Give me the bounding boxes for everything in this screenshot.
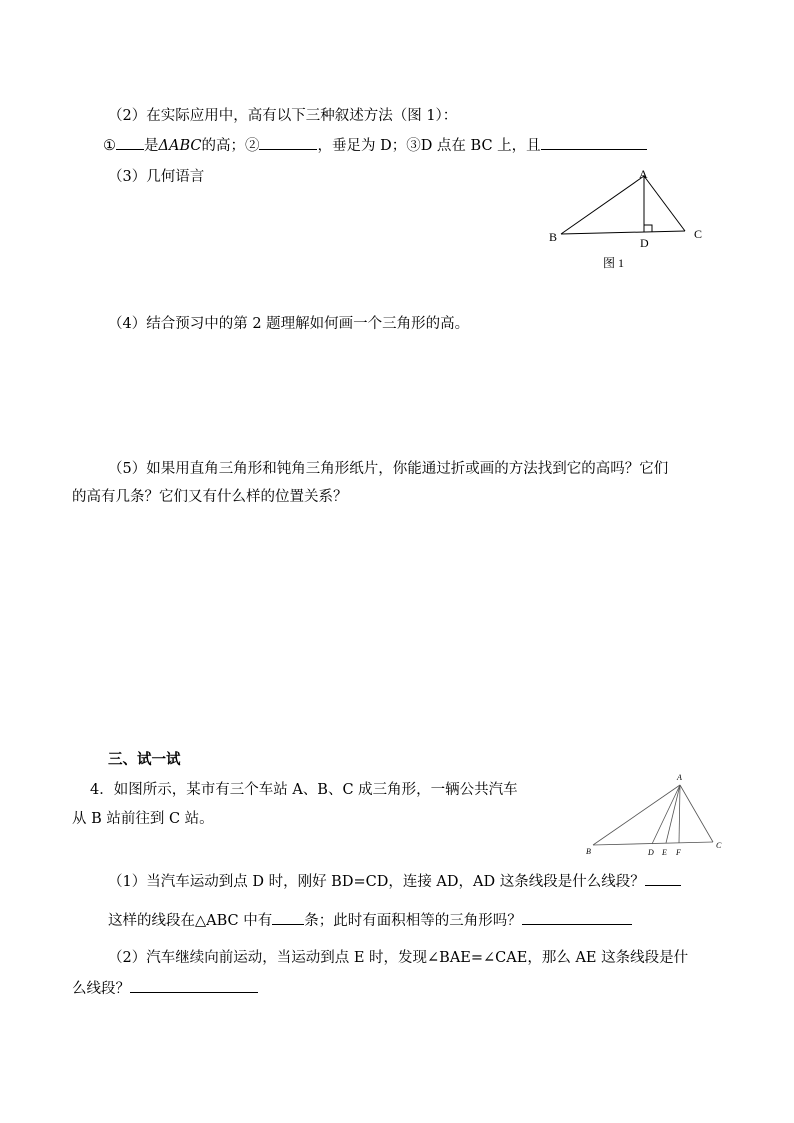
q4-text: （4）结合预习中的第 2 题理解如何画一个三角形的高。 (108, 316, 470, 332)
label-d: D (640, 236, 649, 250)
fig2-label-e: E (662, 848, 667, 857)
q2-heading: （2）在实际应用中，高有以下三种叙述方法（图 1）： (108, 108, 458, 124)
blank-5[interactable] (272, 909, 304, 925)
q5-line-1: （5）如果用直角三角形和钝角三角形纸片，你能通过折或画的方法找到它的高吗？它们 (108, 461, 669, 477)
blank-1[interactable] (116, 134, 144, 150)
figure-2 (580, 768, 730, 863)
section-3-title: 三、试一试 (108, 751, 181, 768)
side-ab (561, 176, 644, 234)
fig2-side-ab (593, 785, 680, 845)
right-angle-mark (644, 225, 652, 232)
blank-3[interactable] (541, 134, 647, 150)
figure-1-caption: 图 1 (603, 256, 625, 270)
blank-2[interactable] (259, 134, 317, 150)
fig2-segment-ad (652, 785, 680, 844)
triangle-abc-label: ΔABC (158, 138, 202, 154)
label-b: B (549, 230, 558, 244)
blank-4[interactable] (645, 870, 681, 886)
fig2-label-b: B (586, 847, 591, 856)
fig2-label-d: D (648, 848, 654, 857)
sub2-line-1: （2）汽车继续向前运动，当运动到点 E 时，发现∠BAE=∠CAE，那么 AE 这条线段是什 (108, 950, 689, 966)
q2-fill-line: ① 是ΔABC的高；② ，垂足为 D；③D 点在 BC 上，且 (103, 134, 647, 156)
fig2-segment-af (679, 785, 680, 843)
sub1-line-2: 这样的线段在△ABC 中有 条；此时有面积相等的三角形吗？ (108, 909, 632, 931)
problem-4-line-1: 4．如图所示，某市有三个车站 A、B、C 成三角形，一辆公共汽车 (90, 782, 518, 798)
sub1-line-1: （1）当汽车运动到点 D 时，刚好 BD=CD，连接 AD，AD 这条线段是什么线段？ (108, 870, 681, 892)
problem-4-line-2: 从 B 站前往到 C 站。 (72, 811, 214, 827)
figure-1 (540, 165, 710, 275)
fig2-label-c: C (716, 841, 722, 850)
fig2-side-ac (680, 785, 713, 842)
side-ac (644, 176, 685, 231)
fig2-segment-ae (666, 785, 680, 843)
q5-line-2: 的高有几条？它们又有什么样的位置关系？ (72, 489, 348, 505)
label-c: C (694, 227, 703, 241)
q3-heading: （3）几何语言 (108, 169, 205, 185)
fig2-label-a: A (677, 773, 682, 782)
blank-6[interactable] (522, 909, 632, 925)
fig2-label-f: F (676, 848, 681, 857)
label-a: A (639, 167, 648, 181)
blank-7[interactable] (130, 977, 258, 993)
sub2-line-2: 么线段？ (72, 977, 258, 999)
side-bc (561, 231, 685, 234)
